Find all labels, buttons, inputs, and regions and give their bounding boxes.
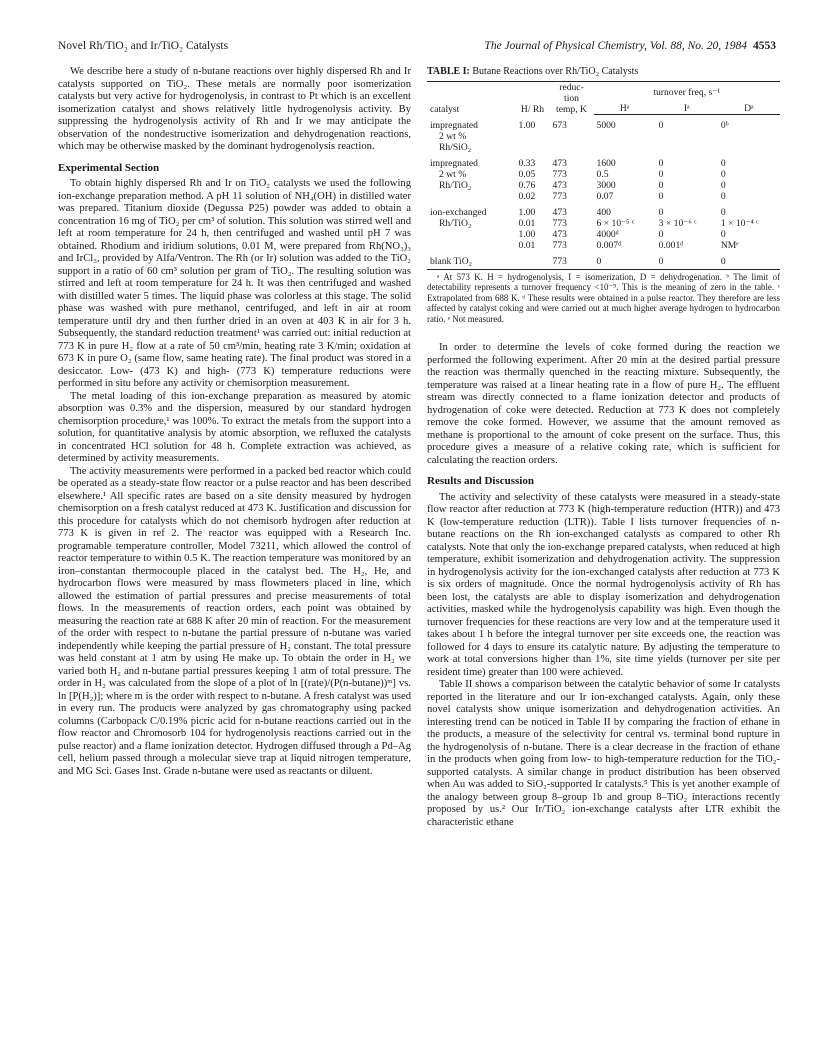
table-cell-d: 0ᵇ [720,120,729,131]
table-cell-catalyst: Rh/TiO₂ [439,180,472,191]
table-cell-d [718,142,780,153]
table-cell-temp [550,131,594,142]
intro-paragraph: We describe here a study of n-butane reactions over highly dispersed Rh and Ir catalysts supported on TiO₂. These metals are normally poor isomerization catalysts but very active for hydrogenolysis, in contrast to Pt which is an excellent isomerization catalyst and shows relatively little hydrogenolysis activity. By suppressing the hydrogenolysis activity of Rh and Ir we may anticipate the observation of the nondestructive isomerization and dehydrogenation reactions, which may be otherwise masked by the dominant hydrogenolysis reaction. [58,66,411,152]
results-paragraph-2: Table II shows a comparison between the catalytic behavior of some Ir catalysts reported in the literature and our Ir ion-exchanged catalysts. Again, only these novel catalysts show unique isomerization and dehydrogenation activities. An interesting trend can be noticed in Table II by comparing the fraction of ethane in the products, a measure of the selectivity for central vs. terminal bond rupture in the hydrogenolysis of n-butane. There is a clear decrease in the fraction of ethane in the products when going from low- to high-temperature reduction for the TiO₂-supported catalysts. A similar change in product distribution has been observed when Au was added to SiO₂-supported Ir catalysts.⁵ This is yet another example of the analogy between group 8–group 1b and group 8–TiO₂ interactions recently proposed by us.² Our Ir/TiO₂ ion-exchange catalysts after LTR exhibit the characteristic ethane [427,679,780,828]
table-cell-i: 0 [658,120,664,131]
table-cell-i: 3 × 10⁻⁶ ᶜ [658,218,697,229]
table-row [427,115,780,132]
table-cell-ratio [516,251,550,270]
table-cell-temp: 773 [552,169,567,180]
col-header-ratio: H/ Rh [516,81,550,115]
running-header [58,40,776,56]
table-row [427,251,780,270]
table-cell-d: 0 [720,191,726,202]
table-cell-h: 0.007ᵈ [596,240,622,251]
col-header-catalyst: catalyst [427,81,516,115]
table-cell-ratio: 1.00 [518,207,536,218]
table-cell-ratio [516,142,550,153]
table-cell-ratio: 0.05 [518,169,536,180]
table-cell-d: 0 [720,158,726,169]
table-row [427,191,780,202]
table-cell-h [594,142,656,153]
table-cell-d: 0 [720,229,726,240]
table-cell-ratio: 1.00 [518,119,536,131]
table-row [427,218,780,229]
table-cell-h: 400 [596,207,611,218]
table-row [427,142,780,153]
table-cell-catalyst: Rh/TiO₂ [439,218,472,229]
table-title: Butane Reactions over Rh/TiO₂ Catalysts [472,66,639,77]
experimental-paragraph-2: The metal loading of this ion-exchange preparation as measured by atomic absorption was 0.3% and the dispersion, measured by our standard hydrogen chemisorption procedure,¹ was 100%. To extract the metals from the support into a solution, for quantitative analysis by atomic absorption, we refluxed the catalysts in concentrated HCl solution for 48 h. Complete extraction was achieved, as determined by activity measurements. [58,390,411,464]
table-cell-i: 0 [658,229,664,240]
running-title: Novel Rh/TiO₂ and Ir/TiO₂ Catalysts [58,40,229,52]
table-cell-temp: 473 [552,229,567,240]
table-cell-i: 0 [656,251,718,270]
table-cell-h: 3000 [596,180,616,191]
results-section-heading: Results and Discussion [427,475,534,488]
table-row [427,180,780,191]
table-cell-ratio: 0.01 [518,218,536,229]
table-cell-temp: 473 [552,180,567,191]
table-cell-i [656,131,718,142]
table-cell-h: 1600 [596,158,616,169]
journal-citation [484,40,776,52]
table-cell-d: 0 [720,169,726,180]
table-footnotes: ᵃ At 573 K. H = hydrogenolysis, I = isomerization, D = dehydrogenation. ᵇ The limit of detectability represents a turnover frequency <10⁻⁹. This is the meaning of zero in the table. ᶜ Extrapolated from 688 K. ᵈ These results were obtained in a pulse reactor. They therefore are less affected by catalyst coking and were carried out at much higher average hydrogen to hydrocarbon ratio. ᵉ Not measured. [427,272,780,324]
table-cell-i: 0 [658,158,664,169]
table-cell-ratio: 0.33 [518,158,536,169]
col-header-h: Hᵃ [594,98,656,115]
table-cell-temp: 473 [552,207,567,218]
experimental-paragraph-3: The activity measurements were performed in a packed bed reactor which could be operated as a steady-state flow reactor or a pulse reactor and has been described elsewhere.¹ All specific rates are based on a site density measured by hydrogen chemisorption on a fresh catalyst reduced at 473 K. Justification and discussion for this procedure for catalysts which do not chemisorb hydrogen after reduction at 773 K is given in ref 2. The reactor was equipped with a Research Inc. programable temperature controller, Model 73211, which allowed the control of reactor temperature to within 0.5 K. The reaction temperature was monitored by an iron–constantan thermocouple placed in the catalyst bed. The H₂, He, and hydrocarbon flows were measured by mass flowmeters placed in line, which allowed the estimation of partial pressures and precise measurements of total flows. In the measurements of reaction orders, each point was obtained by measuring the reaction rate at 688 K after 20 min of reaction. For the measurement of the order with respect to n-butane the partial pressure of n-butane was varied independently while keeping the partial pressure of H₂ constant. The total pressure was held constant at 1 atm by using He make up. To obtain the order in H₂ we varied both H₂ and n-butane partial pressures keeping 1 atm of total pressure. The order in H₂ was calculated from the slope of a plot of ln [(rate)/(P(n-butane))ᵐ] vs. ln [P(H₂)]; where m is the order with respect to n-butane. A fresh catalyst was used in every run. The products were analyzed by gas chromatography using packed columns (Carbopack C/0.19% picric acid for n-butane reactions carried out in the flow reactor and Chromosorb 104 for hydrogenolysis reactions carried out in the pulse reactor) and a flame ionization detector. Hydrogen diffused through a Pd–Ag cell, helium passed through a molecular sieve trap at liquid nitrogen temperature, and MG Sci. Gases Inst. Grade n-butane were used as reactants or diluent. [58,465,411,777]
table-caption [427,66,780,79]
table-cell-ratio: 0.02 [518,191,536,202]
table-cell-catalyst: ion-exchanged [430,207,487,218]
table-cell-h: 0.07 [596,191,614,202]
table-row [427,153,780,169]
table-cell-ratio: 0.76 [518,180,536,191]
table-cell-d [718,131,780,142]
table-label: TABLE I: [427,66,470,77]
table-row [427,202,780,218]
page-number: 4553 [753,40,776,52]
table-cell-d: 0 [720,180,726,191]
table-cell-catalyst: blank TiO₂ [427,251,516,270]
experimental-section-heading: Experimental Section [58,161,160,174]
table-cell-d: 1 × 10⁻⁴ ᶜ [720,218,759,229]
table-cell-catalyst: 2 wt % [439,169,467,180]
table-cell-h: 5000 [596,120,616,131]
table-cell-ratio [516,131,550,142]
results-paragraph-1: The activity and selectivity of these catalysts were measured in a steady-state flow reactor after reduction at 773 K (high-temperature reduction (HTR)) and 473 K (low-temperature reduction (LTR)). Table I lists turnover frequencies of n-butane reactions on the Rh ion-exchanged catalysts as compared to other Rh catalysts. Note that only the ion-exchange prepared catalysts, when reduced at high temperature, exhibit isomerization and dehydrogenation activity. The suppression in hydrogenolysis activity for the ion-exchanged catalysts after reduction at 773 K is six orders of magnitude. Once the normal hydrogenolysis activity of Rh has been lost, the catalysts are able to display isomerization and dehydrogenation activities, masked while the hydrogenolysis capability was high. Even though the turnover frequencies for these reactions are very low and at the temperature used it takes about 1 h before the integral turnover per site exceeds one, the reaction was followed for 4 days to ensure its catalytic nature. By adjusting the temperature to work at total conversions higher than 1%, site time yields (turnover per site per resident time) greater than 100 were achieved. [427,491,780,678]
col-header-d: Dᵃ [718,98,780,115]
table-cell-temp: 773 [552,218,567,229]
table-cell-ratio: 1.00 [518,229,536,240]
table-cell-catalyst [427,240,516,251]
table-row [427,240,780,251]
table-cell-i: 0 [658,169,664,180]
table-row [427,131,780,142]
table-cell-ratio: 0.01 [518,240,536,251]
table-cell-d: 0 [718,251,780,270]
table-cell-h: 6 × 10⁻⁵ ᶜ [596,218,635,229]
table-cell-i: 0 [658,191,664,202]
table-cell-catalyst: 2 wt % [439,131,467,142]
coke-paragraph: In order to determine the levels of coke formed during the reaction we performed the following experiment. After 20 min at the desired partial pressure the reaction was thermally quenched in the reacting mixture. Subsequently, the temperature was raised at a linear heating rate in a flow of pure H₂. The effluent stream was directly connected to a flame ionization detector and products of hydrogenation of coke were detected. Reduction at 773 K does not completely remove the coke formed. However, we assume that the amount removed as methane is proportional to the amount of coke present on the surface. Thus, this procedure gives a measure of a relative coking rate, which is sufficient for calculating the reaction orders. [427,342,780,466]
table-cell-catalyst: impregnated [430,158,478,169]
table-cell-h [594,131,656,142]
table-cell-i: 0 [658,180,664,191]
table-cell-temp [550,142,594,153]
table-cell-d: NMᵉ [720,240,739,251]
table-cell-temp: 773 [552,191,567,202]
table-cell-catalyst: impregnated [430,119,478,131]
table-row [427,229,780,240]
table-cell-catalyst [427,229,516,240]
table-cell-i [656,142,718,153]
col-header-i: Iᵃ [656,98,718,115]
table-cell-temp: 673 [552,119,567,131]
col-header-turnover-group: turnover freq, s⁻¹ [594,81,780,98]
table-cell-i: 0 [658,207,664,218]
table-row [427,169,780,180]
table-cell-temp: 773 [550,251,594,270]
table-1 [427,81,780,271]
col-header-temp: reduc- tion temp, K [550,81,594,115]
table-cell-h: 0 [594,251,656,270]
table-cell-catalyst [427,191,516,202]
table-cell-catalyst: Rh/SiO₂ [439,142,472,153]
journal-name: The Journal of Physical Chemistry, Vol. 88, No. 20, 1984 [484,40,747,52]
table-cell-temp: 773 [552,240,567,251]
table-cell-h: 4000ᵈ [596,229,619,240]
experimental-paragraph-1: To obtain highly dispersed Rh and Ir on TiO₂ catalysts we used the following ion-exchange preparation method. A pH 11 solution of NH₄(OH) in distilled water was prepared. Titanium dioxide (Degussa P25) powder was added to obtain a concentration 16 mg of TiO₂ per cm³ of solution. This solution was stirred well and left at room temperature for 24 h, then centrifuged and washed until pH 7 was obtained. Rhodium and iridium solutions, 0.01 M, were prepared from Rh(NO₃)₃ and IrCl₃, provided by Alfa/Ventron. The Rh (or Ir) solution was added to the TiO₂ support in a ratio of 60 cm³ solution per gram of TiO₂. The resulting solution was stirred and left at room temperature for 24 h. It was then centrifuged and washed with distilled water 5 times. The liquid phase was colorless at this stage. The solid phase was washed with pure methanol, centrifuged, and left in air at room temperature until dry and then further dried in an oven at 403 K in air for 3 h. Subsequently, the standard reduction treatment¹ was carried out: initial reduction at 773 K in pure H₂ flow at a rate of 50 cm³/min, heating rate 3 K/min; oxidation at 673 K in pure O₂ (same flow, same heating rate). The final product was stored in a desiccator. Low- (473 K) and high- (773 K) temperature reductions were performed in situ before any activity or chemisorption measurement. [58,178,411,389]
right-column [427,66,780,829]
table-cell-i: 0.001ᵈ [658,240,684,251]
table-cell-temp: 473 [552,158,567,169]
left-column [58,66,411,778]
table-cell-h: 0.5 [596,169,609,180]
table-cell-d: 0 [720,207,726,218]
